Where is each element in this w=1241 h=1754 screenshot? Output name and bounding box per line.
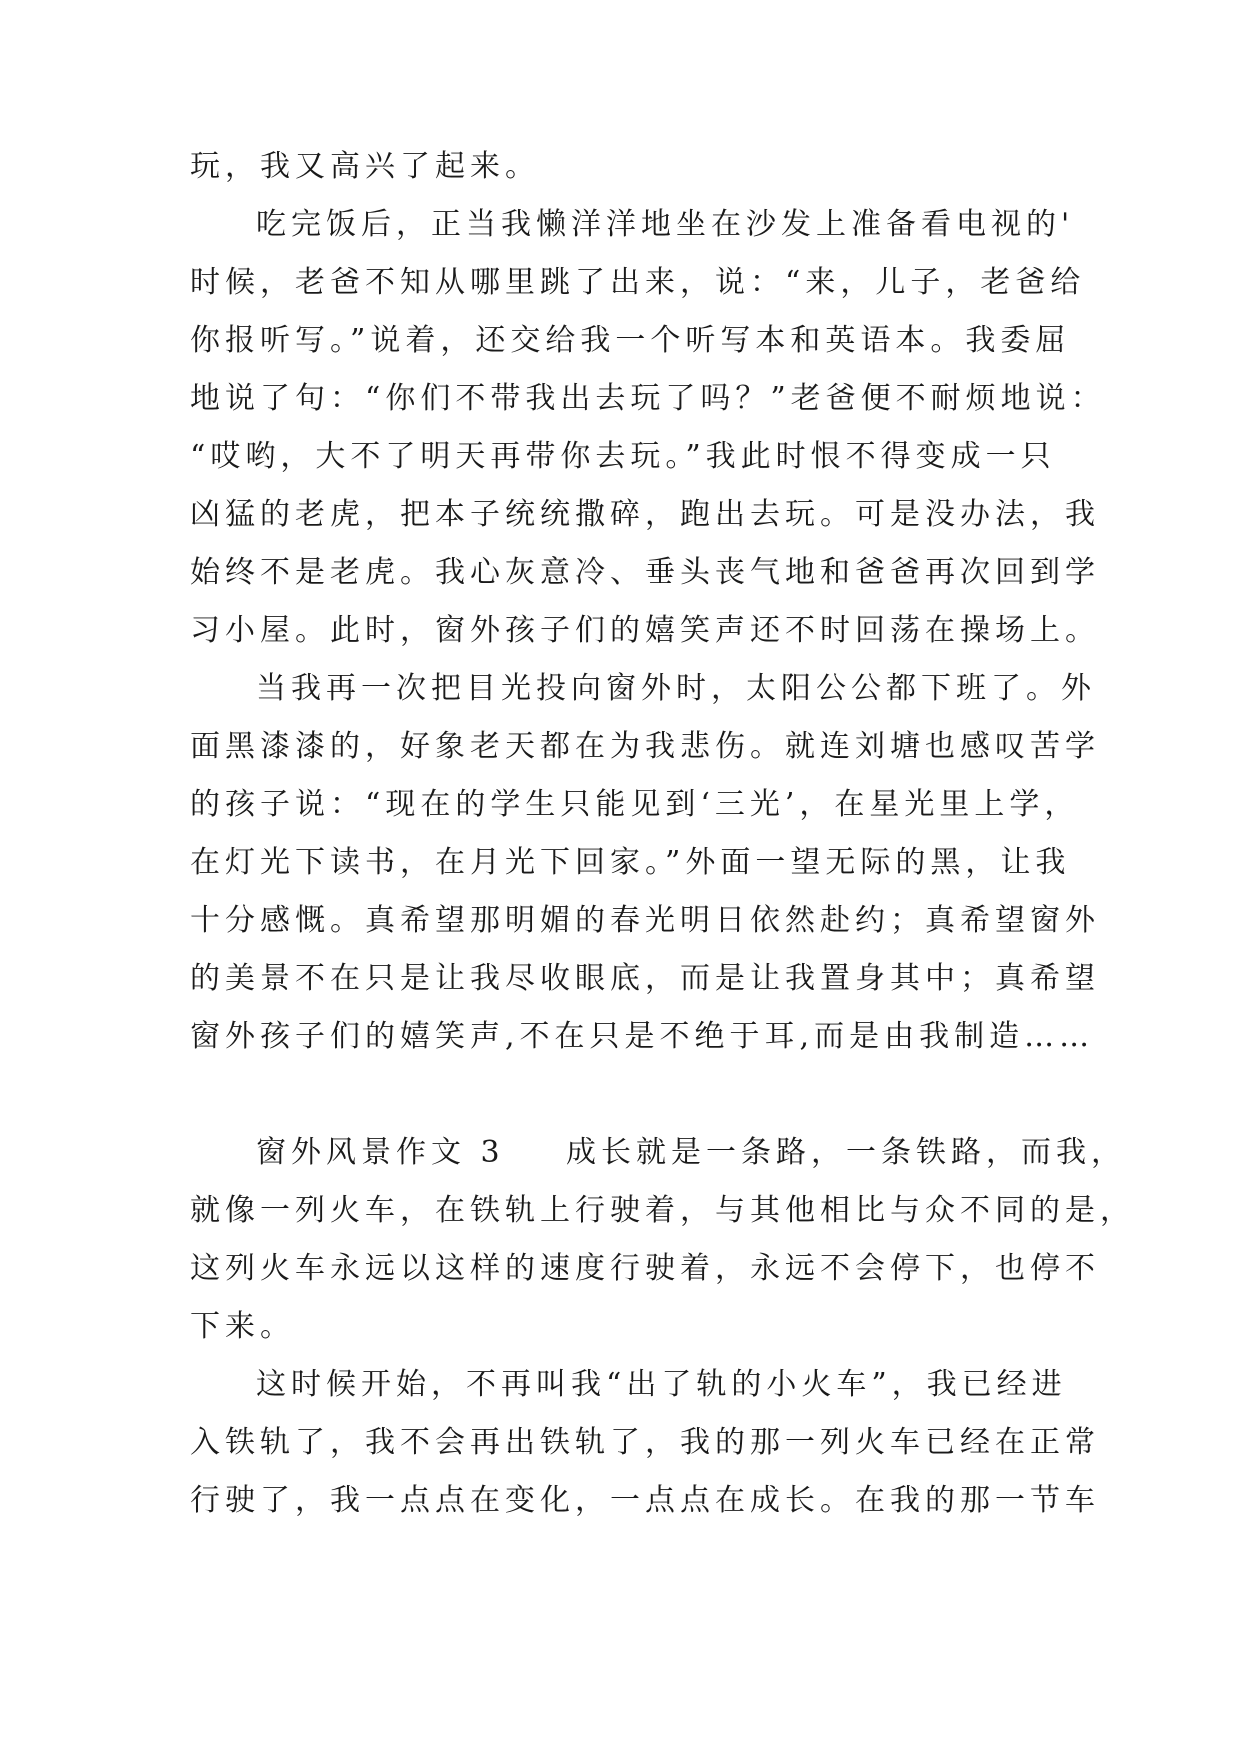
text-line: 始终不是老虎。我心灰意冷、垂头丧气地和爸爸再次回到学 [190, 555, 1100, 590]
text-line: 下来。 [190, 1309, 295, 1344]
section-gap [190, 1066, 1070, 1124]
text-line: 习小屋。此时，窗外孩子们的嬉笑声还不时回荡在操场上。 [190, 613, 1100, 648]
text-line: 成长就是一条路，一条铁路，而我， [566, 1135, 1126, 1170]
section-heading-line [190, 1124, 1126, 1182]
text-line: 行驶了，我一点点在变化，一点点在成长。在我的那一节车 [190, 1483, 1100, 1518]
text-line: 玩，我又高兴了起来。 [190, 149, 540, 184]
text-line: 地说了句：“你们不带我出去玩了吗？”老爸便不耐烦地说： [190, 381, 1106, 416]
essay-body [190, 138, 1135, 1530]
paragraph-start-line: 吃完饭后，正当我懒洋洋地坐在沙发上准备看电视的' [256, 207, 1075, 242]
text-line: 你报听写。”说着，还交给我一个听写本和英语本。我委屈 [190, 323, 1071, 358]
text-line: 时候，老爸不知从哪里跳了出来，说：“来，儿子，老爸给 [190, 265, 1086, 300]
text-line: 窗外孩子们的嬉笑声,不在只是不绝于耳,而是由我制造…… [190, 1019, 1095, 1054]
text-line: 就像一列火车，在铁轨上行驶着，与其他相比与众不同的是， [190, 1193, 1135, 1228]
paragraph-start-line: 当我再一次把目光投向窗外时，太阳公公都下班了。外 [256, 671, 1096, 706]
text-line: 面黑漆漆的，好象老天都在为我悲伤。就连刘塘也感叹苦学 [190, 729, 1100, 764]
text-line: 的孩子说：“现在的学生只能见到‘三光’，在星光里上学， [190, 787, 1080, 822]
text-line: 入铁轨了，我不会再出铁轨了，我的那一列火车已经在正常 [190, 1425, 1100, 1460]
section-title: 窗外风景作文 3 [256, 1135, 505, 1170]
text-line: 在灯光下读书，在月光下回家。”外面一望无际的黑，让我 [190, 845, 1071, 880]
text-line: 的美景不在只是让我尽收眼底，而是让我置身其中；真希望 [190, 961, 1100, 996]
text-line: 十分感慨。真希望那明媚的春光明日依然赴约；真希望窗外 [190, 903, 1100, 938]
text-line: 凶猛的老虎，把本子统统撒碎，跑出去玩。可是没办法，我 [190, 497, 1100, 532]
text-line: 这列火车永远以这样的速度行驶着，永远不会停下，也停不 [190, 1251, 1100, 1286]
paragraph-start-line: 这时候开始，不再叫我“出了轨的小火车”，我已经进 [256, 1367, 1067, 1402]
text-line: “哎哟，大不了明天再带你去玩。”我此时恨不得变成一只 [190, 439, 1056, 474]
